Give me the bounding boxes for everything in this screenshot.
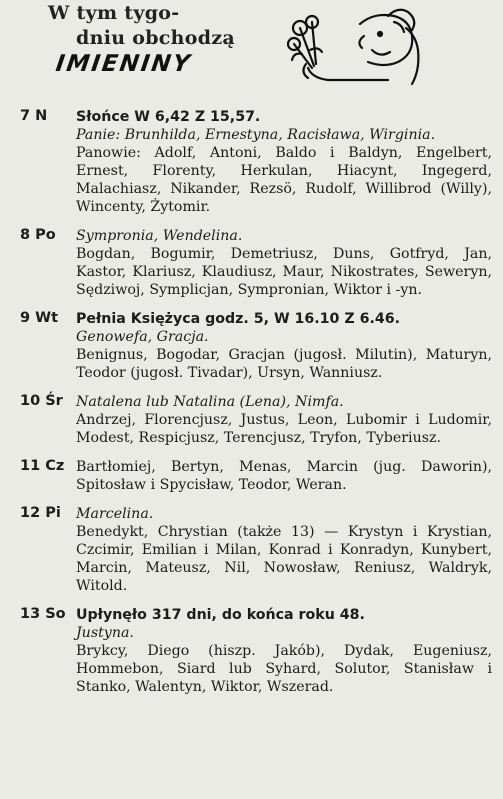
day-label: 12 Pi (20, 505, 61, 521)
female-names: Genowefa, Gracja. (76, 329, 209, 345)
male-names: Benignus, Bogodar, Gracjan (jugosł. Milutin), Maturyn, Teodor (jugosł. Tivadar), Ursyn, Wanniusz. (76, 347, 492, 381)
header-line-1: W tym tygo- (48, 2, 180, 24)
male-names: Brykcy, Diego (hiszp. Jakób), Dydak, Eugeniusz, Hommebon, Siard lub Syhard, Solutor, Stanisław i Stanko, Walentyn, Wiktor, Wszerad. (76, 643, 492, 695)
male-names: Panowie: Adolf, Antoni, Baldo i Baldyn, Engelbert, Ernest, Florenty, Herkulan, Hiacynt, Ingegerd, Malachiasz, Nikander, Rezsö, Rudolf, Willibrod (Willy), Wincenty, Żytomir. (76, 145, 492, 215)
astro-info: Upłynęło 317 dni, do końca roku 48. (76, 607, 365, 623)
day-label: 8 Po (20, 227, 56, 243)
female-names: Panie: Brunhilda, Ernestyna, Racisława, Wirginia. (76, 127, 436, 143)
day-label: 10 Śr (20, 393, 63, 409)
flower-man-illustration-icon (280, 6, 440, 98)
nameday-list (0, 108, 503, 707)
entry-7 (0, 108, 503, 216)
header-line-2: dniu obchodzą (76, 27, 236, 49)
entry-8 (0, 227, 503, 299)
day-label: 11 Cz (20, 458, 65, 474)
male-names: Benedykt, Chrystian (także 13) — Krystyn i Krystian, Czcimir, Emilian i Milan, Konrad i Konradyn, Kunybert, Marcin, Mateusz, Nil, Nowosław, Reniusz, Waldryk, Witold. (76, 524, 492, 594)
male-names: Andrzej, Florencjusz, Justus, Leon, Lubomir i Ludomir, Modest, Respicjusz, Terencjusz, Tryfon, Tyberiusz. (76, 412, 492, 446)
entry-11 (0, 458, 503, 494)
female-names: Justyna. (76, 625, 134, 641)
female-names: Marcelina. (76, 506, 154, 522)
entry-10 (0, 393, 503, 447)
day-label: 7 N (20, 108, 48, 124)
day-label: 9 Wt (20, 310, 59, 326)
female-names: Natalena lub Natalina (Lena), Nimfa. (76, 394, 344, 410)
male-names: Bartłomiej, Bertyn, Menas, Marcin (jug. Daworin), Spitosław i Spycisław, Teodor, Weran. (76, 459, 492, 493)
header-title: IMIENINY (54, 51, 194, 77)
entry-9 (0, 310, 503, 382)
entry-12 (0, 505, 503, 595)
header (0, 0, 503, 100)
astro-info: Słońce W 6,42 Z 15,57. (76, 109, 261, 125)
day-label: 13 So (20, 606, 66, 622)
male-names: Bogdan, Bogumir, Demetriusz, Duns, Gotfryd, Jan, Kastor, Klariusz, Klaudiusz, Maur, Nikostrates, Seweryn, Sędziwoj, Symplicjan, Sympronian, Wiktor i -yn. (76, 246, 492, 298)
astro-info: Pełnia Księżyca godz. 5, W 16.10 Z 6.46. (76, 311, 400, 327)
entry-13 (0, 606, 503, 696)
female-names: Sympronia, Wendelina. (76, 228, 243, 244)
